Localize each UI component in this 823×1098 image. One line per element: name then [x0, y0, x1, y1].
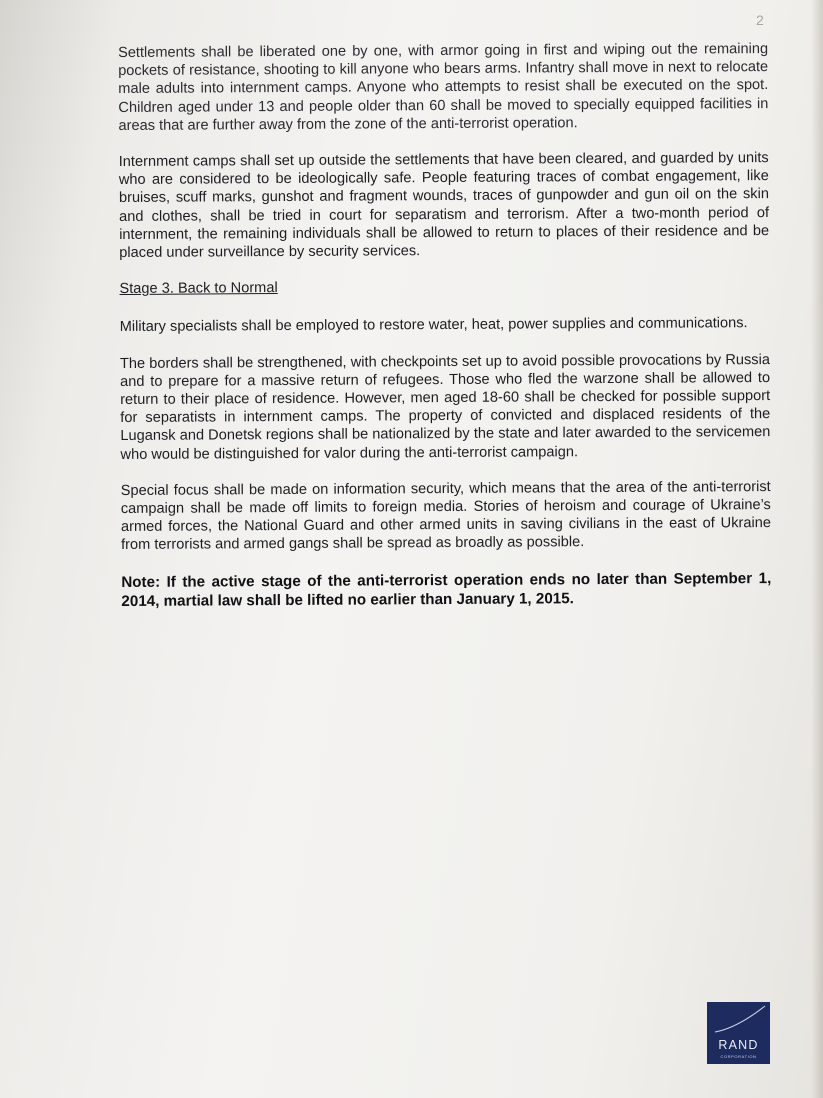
rand-logo	[707, 1002, 770, 1064]
rand-logo-subtext: CORPORATION	[720, 1054, 757, 1059]
page-edge-shadow	[811, 0, 823, 1098]
paragraph-internment-camps: Internment camps shall set up outside the settlements that have been cleared, and guarded by units who are considered to be ideologically safe. People featuring traces of combat engagement, like bruises, scuff marks, gunshot and fragment wounds, traces of gunpowder and gun oil on the skin and clothes, shall be tried in court for separatism and terrorism. After a two-month period of internment, the remaining individuals shall be allowed to return to places of their residence and be placed under surveillance by security services.	[118, 150, 770, 262]
paragraph-borders: The borders shall be strengthened, with checkpoints set up to avoid possible provocations by Russia and to prepare for a massive return of refugees. Those who fled the warzone shall be allowed to return to their place of residence. However, men aged 18-60 shall be checked for possible support for separatists in internment camps. The property of convicted and displaced residents of the Lugansk and Donetsk regions shall be nationalized by the state and later awarded to the servicemen who would be distinguished for valor during the anti-terrorist campaign.	[119, 351, 771, 463]
page-number: 2	[756, 12, 764, 28]
rand-logo-text: RAND	[718, 1038, 759, 1052]
document-body	[118, 40, 771, 611]
paragraph-settlements: Settlements shall be liberated one by one, with armor going in first and wiping out the remaining pockets of resistance, shooting to kill anyone who bears arms. Infantry shall move in next to relocate male adults into internment camps. Anyone who attempts to resist shall be executed on the spot. Children aged under 13 and people older than 60 shall be moved to specially equipped facilities in areas that are further away from the zone of the anti-terrorist operation.	[118, 41, 769, 134]
paragraph-military-specialists: Military specialists shall be employed to restore water, heat, power supplies and communications.	[119, 315, 748, 336]
note-martial-law: Note: If the active stage of the anti-terrorist operation ends no later than September 1, 2014, martial law shall be lifted no earlier than January 1, 2015.	[121, 569, 772, 610]
paragraph-information-security: Special focus shall be made on information security, which means that the area of the anti-terrorist campaign shall be made off limits to foreign media. Stories of heroism and courage of Ukraine’s armed forces, the National Guard and other armed units in saving civilians in the east of Ukraine from terrorists and armed gangs shall be spread as broadly as possible.	[120, 478, 771, 554]
stage-heading: Stage 3. Back to Normal	[119, 280, 278, 298]
